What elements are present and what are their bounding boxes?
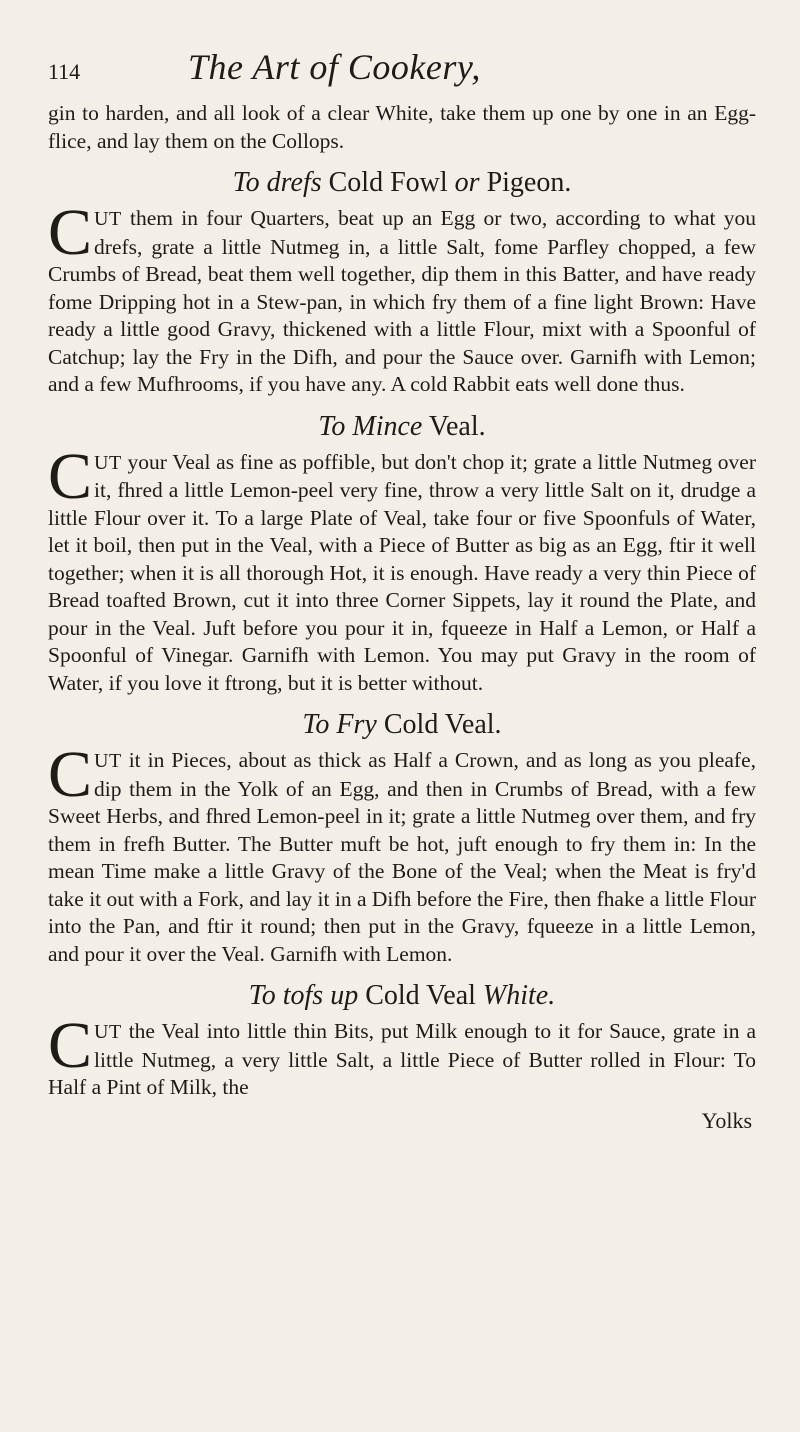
- recipe-text: it in Pieces, about as thick as Half a Crown, and as long as you pleafe, dip them in the Yolk of an Egg, and then in Crumbs of Bread, with a few Sweet Herbs, and fhred Lemon-peel in it; grate a little Nutmeg over them, and fry them in frefh Butter. The Butter muft be hot, juft enough to fry them in: In the mean Time make a little Gravy of the Bone of the Veal; when the Meat is fry'd take it out with a Fork, and lay it in a Difh before the Fire, then fhake a little Flour into the Pan, and ftir it round; then put in the Gravy, fqueeze in a little Lemon, and pour it over the Veal. Garnifh with Lemon.: [48, 748, 757, 966]
- title-roman: Cold Veal: [365, 980, 476, 1011]
- drop-cap: C: [48, 196, 93, 269]
- recipe-fry-cold-veal: [48, 709, 756, 968]
- title-tail: Pigeon.: [486, 167, 572, 198]
- recipe-toss-cold-veal-white: [48, 980, 756, 1102]
- running-title: The Art of Cookery,: [188, 47, 481, 87]
- title-italic: To drefs: [232, 167, 322, 198]
- title-roman: Veal.: [428, 410, 486, 442]
- title-tail: White.: [482, 980, 556, 1011]
- recipe-text: the Veal into little thin Bits, put Milk enough to it for Sauce, grate in a little Nutmeg, a very little Salt, a little Piece of Butter rolled in Flour: To Half a Pint of Milk, the: [48, 1019, 756, 1099]
- recipe-text: them in four Quarters, beat up an Egg or two, according to what you drefs, grate a little Nutmeg in, a little Salt, fome Parfley chopped, a few Crumbs of Bread, beat them well together, dip them in this Batter, and have ready fome Dripping hot in a Stew-pan, in which fry them of a fine light Brown: Have ready a little good Gravy, thickened with a little Flour, mixt with a Spoonful of Catchup; lay the Fry in the Difh, and pour the Sauce over. Garnifh with Lemon; and a few Mufhrooms, if you have any. A cold Rabbit eats well done thus.: [48, 206, 756, 396]
- first-word: UT: [94, 451, 122, 474]
- recipe-body: [48, 738, 757, 968]
- first-word: UT: [94, 750, 122, 772]
- recipe-text: your Veal as fine as poffible, but don't chop it; grate a little Nutmeg over it, fhred a little Lemon-peel very fine, throw a very little Salt on it, drudge a little Flour over it. To a large Plate of Veal, take four or five Spoonfuls of Water, let it boil, then put in the Veal, with a Piece of Butter as big as an Egg, ftir it well together; when it is all thorough Hot, it is enough. Have ready a very thin Piece of Bread toafted Brown, cut it into three Corner Sippets, lay it round the Plate, and pour in the Veal. Juft before you pour it in, fqueeze in Half a Lemon, or Half a Spoonful of Vinegar. Garnifh with Lemon. You may put Gravy in the room of Water, if you love it ftrong, but it is better without.: [48, 449, 757, 695]
- page-number: 114: [48, 59, 81, 84]
- recipe-body: [48, 439, 757, 698]
- drop-cap: C: [48, 1009, 93, 1082]
- title-italic: To Mince: [318, 410, 423, 442]
- intro-paragraph: gin to harden, and all look of a clear White, take them up one by one in an Egg-flice, and lay them on the Collops.: [48, 101, 756, 153]
- recipe-body: [48, 196, 756, 399]
- title-connector: or: [454, 167, 480, 198]
- drop-cap: C: [48, 738, 93, 811]
- recipe-title: [48, 980, 756, 1012]
- recipe-mince-veal: [48, 411, 756, 698]
- recipe-title: [48, 709, 756, 741]
- catchword: Yolks: [701, 1107, 752, 1133]
- title-roman: Cold Veal.: [383, 709, 502, 740]
- title-roman: Cold Fowl: [328, 167, 448, 198]
- first-word: UT: [94, 208, 122, 230]
- recipe-cold-fowl: [48, 167, 756, 399]
- first-word: UT: [94, 1021, 122, 1043]
- drop-cap: C: [48, 439, 93, 513]
- recipe-title: [48, 167, 756, 199]
- title-italic: To Fry: [302, 709, 377, 740]
- recipe-body: [48, 1009, 756, 1102]
- title-italic: To tofs up: [248, 980, 359, 1011]
- recipe-title: [48, 411, 756, 443]
- running-head: [48, 46, 756, 98]
